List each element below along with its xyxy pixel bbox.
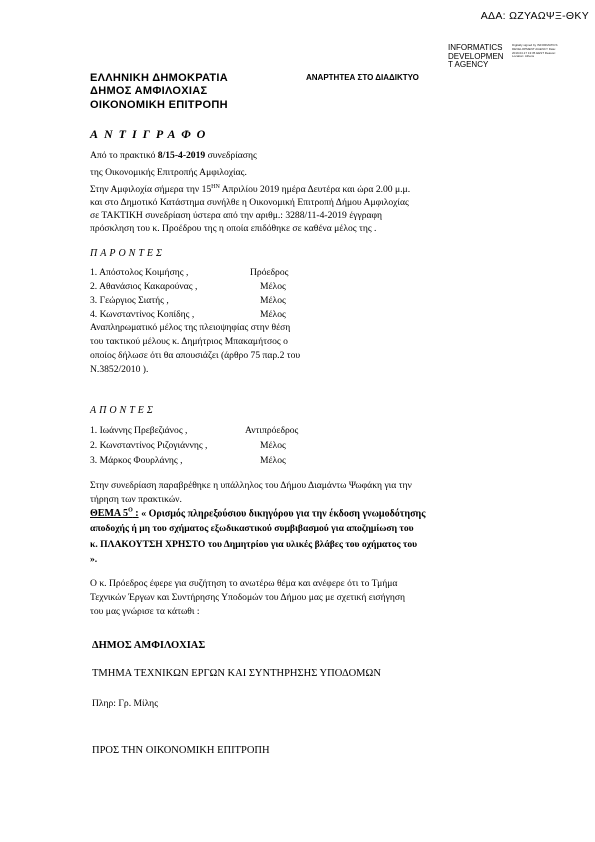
department-heading: ΤΜΗΜΑ ΤΕΧΝΙΚΩΝ ΕΡΓΩΝ ΚΑΙ ΣΥΝΤΗΡΗΣΗΣ ΥΠΟΔΟΜΩΝ xyxy=(92,668,381,679)
theme-title: ΘΕΜΑ $5^O$ : « Ορισμός πληρεξούσιου δικηγόρου για την έκδοση γνωμοδότησης xyxy=(90,508,426,520)
present-member: 1. Απόστολος Κοιμήσης , xyxy=(90,267,189,278)
posted-notice: ΑΝΑΡΤΗΤΕΑ ΣΤΟ ΔΙΑΔΙΚΤΥΟ xyxy=(306,73,419,82)
header-line: ΟΙΚΟΝΟΜΙΚΗ ΕΠΙΤΡΟΠΗ xyxy=(90,99,228,111)
absent-member: 1. Ιωάννης Πρεβεζιάνος , xyxy=(90,425,188,436)
present-member: 2. Αθανάσιος Κακαρούνας , xyxy=(90,281,198,292)
theme-label: ΘΕΜΑ $5^O$ : xyxy=(90,508,139,520)
header-line: ΕΛΛΗΝΙΚΗ ΔΗΜΟΚΡΑΤΙΑ xyxy=(90,72,228,84)
clerk-line: τήρηση των πρακτικών. xyxy=(90,494,182,505)
intro-paragraph-line: πρόσκληση του κ. Προέδρου της η οποία επιδόθηκε σε καθένα μέλος της . xyxy=(90,223,377,234)
chair-line: του μας γνώρισε τα κάτωθι : xyxy=(90,606,200,617)
logo-line: INFORMATICS xyxy=(448,43,503,52)
chair-line: Ο κ. Πρόεδρος έφερε για συζήτηση το ανωτέρω θέμα και ανέφερε ότι το Τμήμα xyxy=(90,578,398,589)
absent-member: 3. Μάρκος Φουρλάνης , xyxy=(90,455,183,466)
present-heading: ΠΑΡΟΝΤΕΣ xyxy=(90,248,165,259)
present-role: Μέλος xyxy=(260,281,286,292)
recipient-heading: ΠΡΟΣ ΤΗΝ ΟΙΚΟΝΟΜΙΚΗ ΕΠΙΤΡΟΠΗ xyxy=(92,745,270,756)
theme-line: κ. ΠΛΑΚΟΥΤΣΗ ΧΡΗΣΤΟ του Δημητρίου για υλικές βλάβες του οχήματος του xyxy=(90,539,418,550)
signature-fine-print: Digitally signed by INFORMATICS DEVELOPMENT AGENCY Date: 2019.04.17 13:35 EEST Reason: Location: Athens xyxy=(512,43,558,59)
substitute-line: Ν.3852/2010 ). xyxy=(90,364,149,375)
substitute-line: οποίος δήλωσε ότι θα απουσιάζει (άρθρο 75 παρ.2 του xyxy=(90,350,301,361)
committee-line: της Οικονομικής Επιτροπής Αμφιλοχίας. xyxy=(90,167,247,178)
theme-line: ». xyxy=(90,554,98,565)
present-member: 4. Κωνσταντίνος Κοπίδης , xyxy=(90,309,195,320)
present-role: Μέλος xyxy=(260,309,286,320)
chair-line: Τεχνικών Έργων και Συντήρησης Υποδομών του Δήμου μας με σχετική εισήγηση xyxy=(90,592,406,603)
absent-role: Μέλος xyxy=(260,440,286,451)
intro-paragraph-line: σε ΤΑΚΤΙΚΗ συνεδρίαση ύστερα από την αριθμ.: 3288/11-4-2019 έγγραφη xyxy=(90,210,383,221)
absent-role: Μέλος xyxy=(260,455,286,466)
intro-paragraph-line: και στο Δημοτικό Κατάστημα συνήλθε η Οικονομική Επιτροπή Δήμου Αμφιλοχίας xyxy=(90,197,409,208)
absent-heading: ΑΠΟΝΤΕΣ xyxy=(90,405,156,416)
ada-code: ΑΔΑ: ΩΖΥΑΩΨΞ-ΘΚΥ xyxy=(480,10,589,22)
absent-member: 2. Κωνσταντίνος Ριζογιάννης , xyxy=(90,440,208,451)
header-line: ΔΗΜΟΣ ΑΜΦΙΛΟΧΙΑΣ xyxy=(90,85,208,97)
municipality-heading: ΔΗΜΟΣ ΑΜΦΙΛΟΧΙΑΣ xyxy=(92,640,206,651)
substitute-line: Αναπληρωματικό μέλος της πλειοψηφίας στην θέση xyxy=(90,322,291,333)
logo-line: T AGENCY xyxy=(448,60,489,70)
intro-paragraph-line: Στην Αμφιλοχία σήμερα την $15^{HN}$ Απριλίου 2019 ημέρα Δευτέρα και ώρα 2.00 μ.μ. xyxy=(90,184,411,196)
clerk-line: Στην συνεδρίαση παραβρέθηκε η υπάλληλος του Δήμου Διαμάντω Ψωφάκη για την xyxy=(90,480,412,491)
logo-line: DEVELOPMEN xyxy=(448,51,504,61)
minutes-reference: Από το πρακτικό 8/15-4-2019 συνεδρίασης xyxy=(90,150,257,161)
present-member: 3. Γεώργιος Σιατής , xyxy=(90,295,169,306)
document-title: ΑΝΤΙΓΡΑΦΟ xyxy=(90,127,212,141)
signature-logo xyxy=(448,44,504,70)
absent-role: Αντιπρόεδρος xyxy=(245,425,299,436)
present-role: Μέλος xyxy=(260,295,286,306)
theme-line: αποδοχής ή μη του σχήματος εξωδικαστικού συμβιβασμού για αποζημίωση του xyxy=(90,523,414,534)
present-role: Πρόεδρος xyxy=(250,267,289,278)
substitute-line: του τακτικού μέλους κ. Δημήτριος Μπακαμήτσος ο xyxy=(90,336,288,347)
info-contact: Πληρ: Γρ. Μίλης xyxy=(92,698,158,709)
